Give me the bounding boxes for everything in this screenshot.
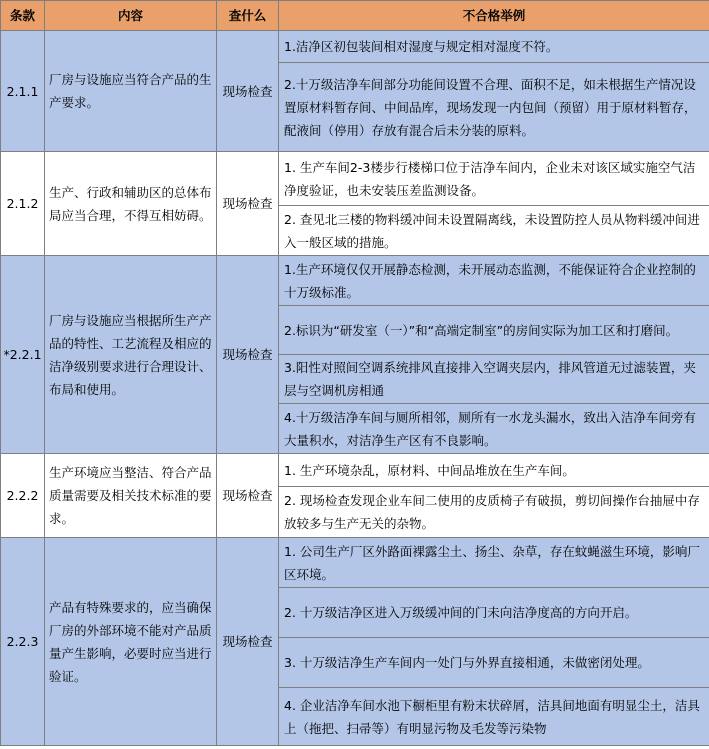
- table-row: [1, 538, 709, 588]
- issue-item: 1.洁净区初包装间相对湿度与规定相对湿度不符。: [279, 31, 709, 63]
- clause-number: *2.2.1: [1, 256, 45, 454]
- clause-content: 产品有特殊要求的，应当确保厂房的外部环境不能对产品质量产生影响，必要时应当进行验证。: [45, 538, 217, 746]
- clause-content: 生产、行政和辅助区的总体布局应当合理，不得互相妨碍。: [45, 152, 217, 256]
- header-clause: 条款: [1, 1, 45, 31]
- issue-item: 2. 查见北三楼的物料缓冲间未设置隔离线，未设置防控人员从物料缓冲间进入一般区域的措施。: [279, 206, 709, 256]
- table-row: [1, 256, 709, 306]
- issue-item: 2.标识为“研发室（一）”和“高端定制室”的房间实际为加工区和打磨间。: [279, 306, 709, 355]
- issue-item: 3. 十万级洁净生产车间内一处门与外界直接相通，未做密闭处理。: [279, 638, 709, 688]
- clause-number: 2.2.3: [1, 538, 45, 746]
- header-row: [1, 1, 709, 31]
- issue-item: 1. 生产车间2-3楼步行楼梯口位于洁净车间内，企业未对该区域实施空气洁净度验证，也未安装压差监测设备。: [279, 152, 709, 206]
- header-issues: 不合格举例: [279, 1, 709, 31]
- check-method: 现场检查: [217, 152, 279, 256]
- clause-number: 2.1.2: [1, 152, 45, 256]
- clause-content: 厂房与设施应当根据所生产产品的特性、工艺流程及相应的洁净级别要求进行合理设计、布局和使用。: [45, 256, 217, 454]
- issue-item: 3.阳性对照间空调系统排风直接排入空调夹层内，排风管道无过滤装置，夹层与空调机房相通: [279, 355, 709, 404]
- check-method: 现场检查: [217, 454, 279, 538]
- issue-item: 2. 现场检查发现企业车间二使用的皮质椅子有破损，剪切间操作台抽屉中存放较多与生产无关的杂物。: [279, 487, 709, 538]
- issue-item: 1.生产环境仅仅开展静态检测，未开展动态监测，不能保证符合企业控制的十万级标准。: [279, 256, 709, 306]
- header-content: 内容: [45, 1, 217, 31]
- issue-item: 2.十万级洁净车间部分功能间设置不合理、面积不足，如未根据生产情况设置原材料暂存间、中间品库，现场发现一内包间（预留）用于原材料暂存，配液间（停用）存放有混合后未分装的原料。: [279, 63, 709, 152]
- table-row: [1, 31, 709, 63]
- clause-number: 2.2.2: [1, 454, 45, 538]
- check-method: 现场检查: [217, 31, 279, 152]
- issue-item: 1. 公司生产厂区外路面裸露尘土、扬尘、杂草，存在蚊蝇滋生环境，影响厂区环境。: [279, 538, 709, 588]
- check-method: 现场检查: [217, 538, 279, 746]
- check-method: 现场检查: [217, 256, 279, 454]
- issue-item: 4. 企业洁净车间水池下橱柜里有粉末状碎屑，洁具间地面有明显尘土，洁具上（拖把、扫帚等）有明显污物及毛发等污染物: [279, 688, 709, 746]
- issue-item: 4.十万级洁净车间与厕所相邻，厕所有一水龙头漏水，致出入洁净车间旁有大量积水，对洁净生产区有不良影响。: [279, 404, 709, 454]
- issue-item: 2. 十万级洁净区进入万级缓冲间的门未向洁净度高的方向开启。: [279, 588, 709, 638]
- clause-content: 厂房与设施应当符合产品的生产要求。: [45, 31, 217, 152]
- clause-number: 2.1.1: [1, 31, 45, 152]
- clause-content: 生产环境应当整洁、符合产品质量需要及相关技术标准的要求。: [45, 454, 217, 538]
- issue-item: 1. 生产环境杂乱，原材料、中间品堆放在生产车间。: [279, 454, 709, 487]
- header-check: 查什么: [217, 1, 279, 31]
- table-row: [1, 454, 709, 487]
- table-row: [1, 152, 709, 206]
